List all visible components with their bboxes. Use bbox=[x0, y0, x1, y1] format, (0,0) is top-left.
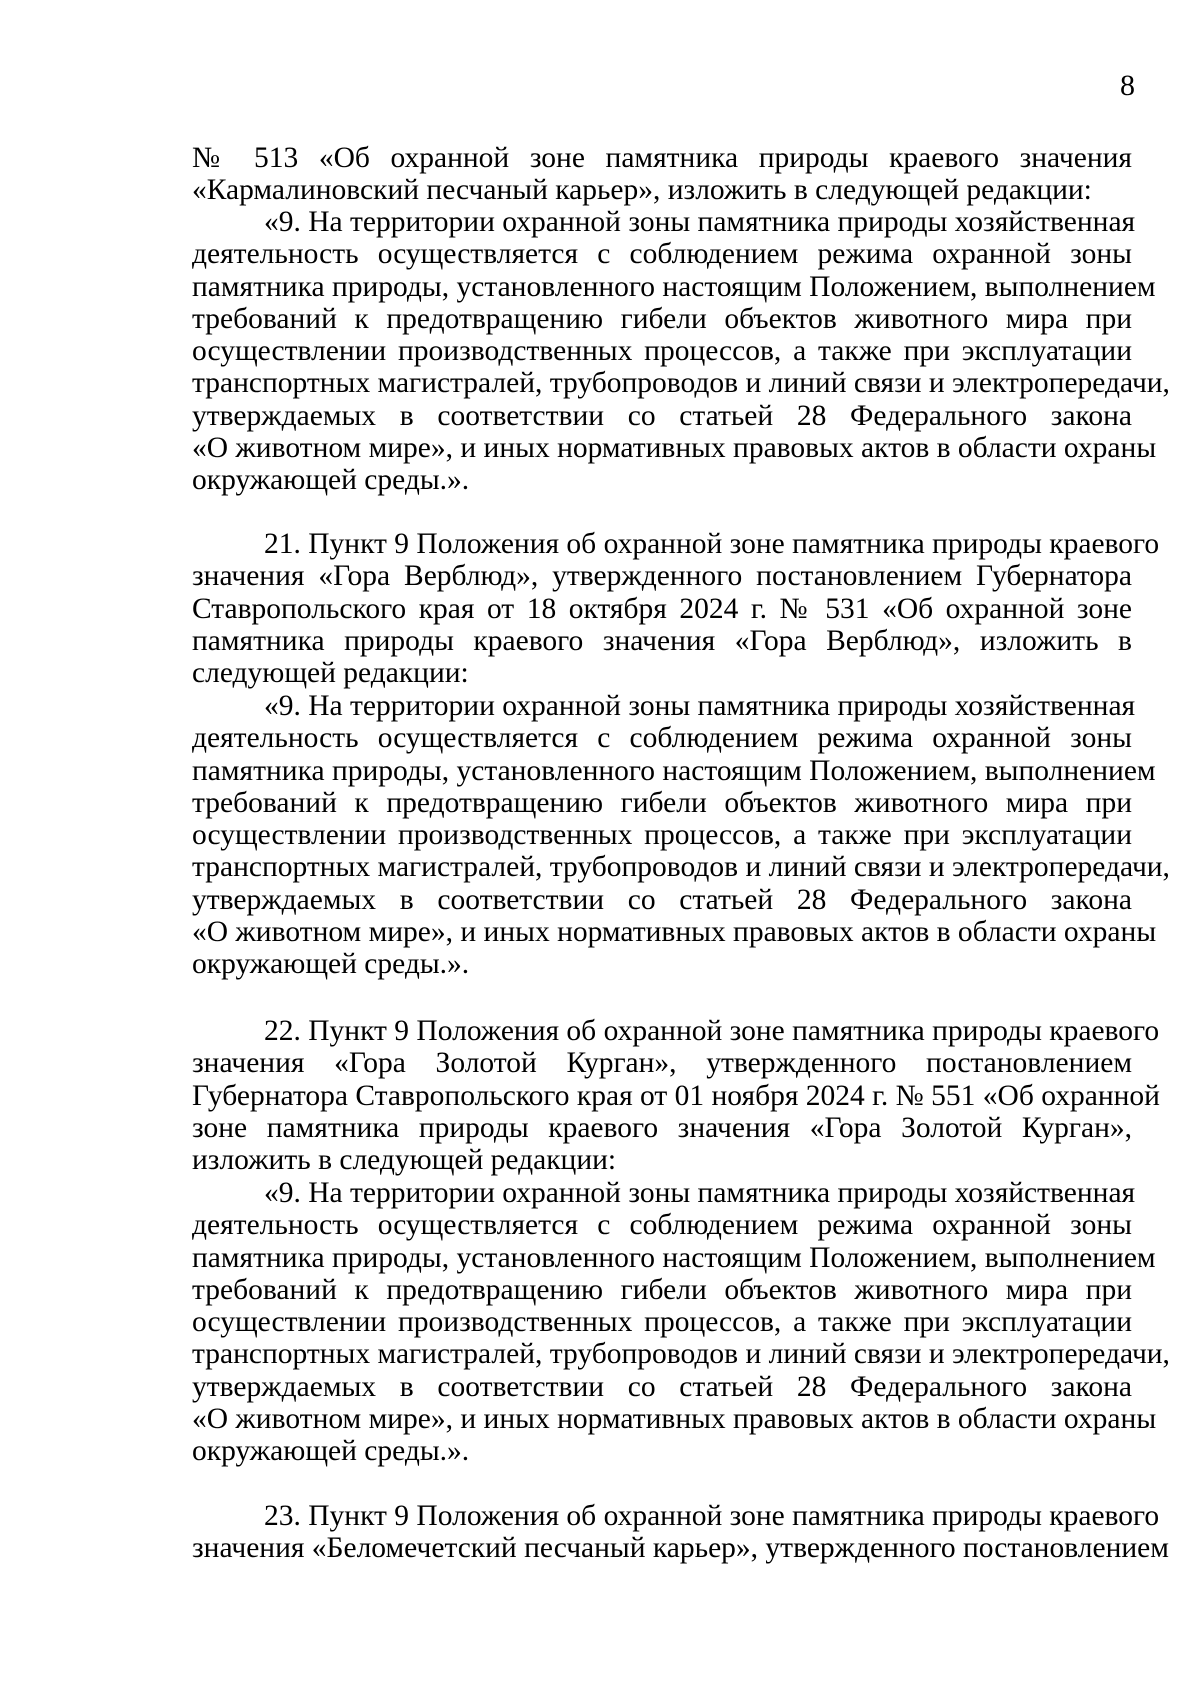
text-line: памятника природы краевого значения «Гора Верблюд», изложить в bbox=[192, 624, 1132, 657]
text-line: деятельность осуществляется с соблюдением режима охранной зоны bbox=[192, 722, 1132, 755]
item-21-paragraph bbox=[192, 528, 1160, 690]
text-line: «Кармалиновский песчаный карьер», изложить в следующей редакции: bbox=[192, 174, 1092, 207]
text-line: 22. Пункт 9 Положения об охранной зоне памятника природы краевого bbox=[264, 1015, 1160, 1047]
text-line: Ставропольского края от 18 октября 2024 г. № 531 «Об охранной зоне bbox=[192, 592, 1132, 625]
text-line: памятника природы, установленного настоящим Положением, выполнением bbox=[192, 1241, 1156, 1274]
quote-block-1 bbox=[192, 206, 1170, 497]
text-line: зоне памятника природы краевого значения «Гора Золотой Курган», bbox=[192, 1111, 1132, 1144]
text-line: памятника природы, установленного настоящим Положением, выполнением bbox=[192, 270, 1156, 303]
text-line: окружающей среды.». bbox=[192, 948, 470, 981]
text-line: транспортных магистралей, трубопроводов и линий связи и электропередачи, bbox=[192, 1338, 1170, 1371]
text-line: окружающей среды.». bbox=[192, 464, 470, 497]
intro-paragraph bbox=[192, 142, 1132, 207]
text-line: следующей редакции: bbox=[192, 657, 469, 690]
text-line: 23. Пункт 9 Положения об охранной зоне памятника природы краевого bbox=[264, 1500, 1160, 1532]
text-line: транспортных магистралей, трубопроводов и линий связи и электропередачи, bbox=[192, 367, 1170, 400]
text-line: «9. На территории охранной зоны памятника природы хозяйственная bbox=[264, 206, 1136, 238]
text-line: осуществлении производственных процессов, а также при эксплуатации bbox=[192, 335, 1132, 368]
text-line: «9. На территории охранной зоны памятника природы хозяйственная bbox=[264, 1177, 1136, 1209]
text-line: требований к предотвращению гибели объектов животного мира при bbox=[192, 786, 1132, 819]
item-23-paragraph bbox=[192, 1500, 1169, 1565]
text-line: Губернатора Ставропольского края от 01 ноября 2024 г. № 551 «Об охранной bbox=[192, 1079, 1160, 1112]
text-line: осуществлении производственных процессов, а также при эксплуатации bbox=[192, 819, 1132, 852]
text-line: «9. На территории охранной зоны памятника природы хозяйственная bbox=[264, 690, 1136, 722]
text-line: деятельность осуществляется с соблюдением режима охранной зоны bbox=[192, 238, 1132, 271]
quote-block-2 bbox=[192, 690, 1170, 981]
text-line: «О животном мире», и иных нормативных правовых актов в области охраны bbox=[192, 1403, 1157, 1436]
text-line: значения «Гора Верблюд», утвержденного постановлением Губернатора bbox=[192, 560, 1132, 593]
text-line: окружающей среды.». bbox=[192, 1435, 470, 1468]
text-line: требований к предотвращению гибели объектов животного мира при bbox=[192, 302, 1132, 335]
page-number: 8 bbox=[1120, 69, 1135, 102]
text-line: требований к предотвращению гибели объектов животного мира при bbox=[192, 1273, 1132, 1306]
text-line: осуществлении производственных процессов, а также при эксплуатации bbox=[192, 1306, 1132, 1339]
text-line: транспортных магистралей, трубопроводов и линий связи и электропередачи, bbox=[192, 851, 1170, 884]
text-line: деятельность осуществляется с соблюдением режима охранной зоны bbox=[192, 1209, 1132, 1242]
text-line: «О животном мире», и иных нормативных правовых актов в области охраны bbox=[192, 432, 1157, 465]
text-line: «О животном мире», и иных нормативных правовых актов в области охраны bbox=[192, 916, 1157, 949]
text-line: памятника природы, установленного настоящим Положением, выполнением bbox=[192, 754, 1156, 787]
text-line: утверждаемых в соответствии со статьей 28 Федерального закона bbox=[192, 399, 1132, 432]
text-line: значения «Гора Золотой Курган», утвержденного постановлением bbox=[192, 1047, 1132, 1080]
quote-block-3 bbox=[192, 1177, 1170, 1468]
item-22-paragraph bbox=[192, 1015, 1160, 1177]
text-line: № 513 «Об охранной зоне памятника природы краевого значения bbox=[192, 142, 1132, 174]
text-line: значения «Беломечетский песчаный карьер», утвержденного постановлением bbox=[192, 1532, 1169, 1565]
text-line: утверждаемых в соответствии со статьей 28 Федерального закона bbox=[192, 883, 1132, 916]
text-line: 21. Пункт 9 Положения об охранной зоне памятника природы краевого bbox=[264, 528, 1160, 560]
text-line: изложить в следующей редакции: bbox=[192, 1144, 617, 1177]
text-line: утверждаемых в соответствии со статьей 28 Федерального закона bbox=[192, 1370, 1132, 1403]
